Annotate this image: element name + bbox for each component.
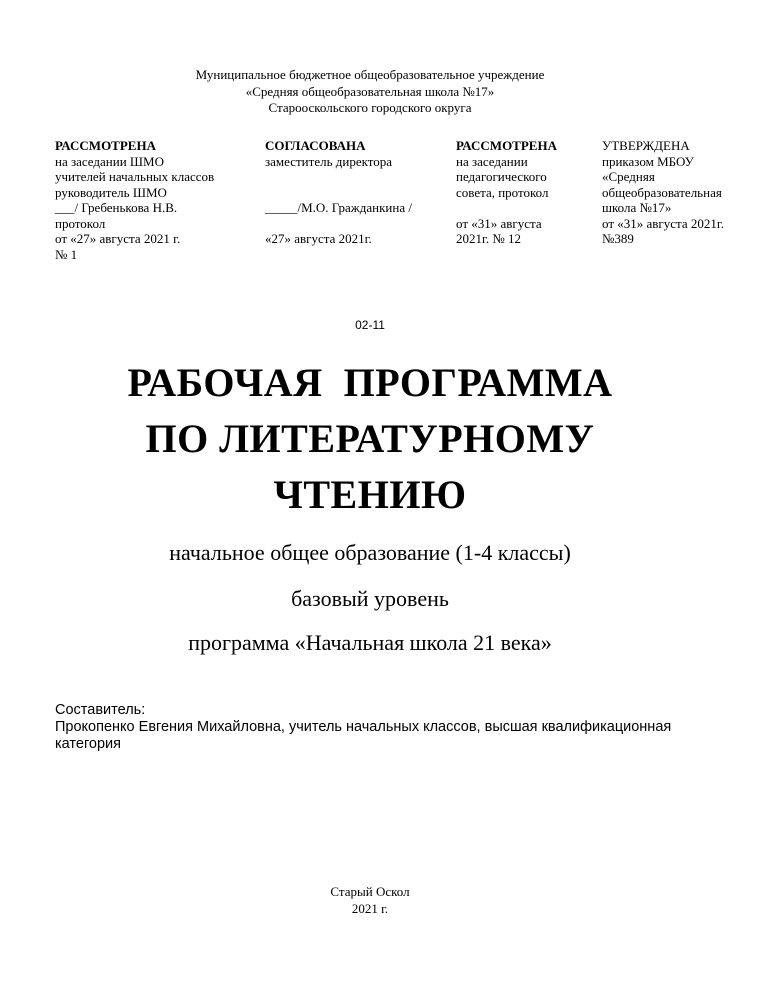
approval-line [265,185,445,201]
title-line-3: ЧТЕНИЮ [273,472,467,517]
approval-column-order [602,138,762,247]
approval-heading: СОГЛАСОВАНА [265,138,366,153]
education-level: начальное общее образование (1-4 классы) [169,540,571,565]
approval-line: № 1 [55,246,78,262]
approval-line: «27» августа 2021г. [265,231,372,246]
header-line-2: «Средняя общеобразовательная школа №17» [245,83,495,99]
document-title [0,355,740,523]
footer [0,883,740,917]
approval-line: общеобразовательная [602,184,722,200]
approval-line: ___/ Гребенькова Н.В. [55,200,178,215]
approval-line [265,169,445,185]
approval-heading: РАССМОТРЕНА [456,138,557,153]
approval-column-deputy [265,138,445,247]
approval-line: протокол [55,215,106,231]
approval-line [456,200,586,216]
approval-line: №389 [602,231,634,246]
document-code: 02-11 [355,318,385,332]
approval-line: «Средняя [602,169,655,184]
header-line-3: Старооскольского городского округа [268,100,472,115]
program-name: программа «Начальная школа 21 века» [188,630,552,655]
approval-line: совета, протокол [456,184,549,200]
approval-line: от «31» августа [456,215,542,231]
title-line-2: ПО ЛИТЕРАТУРНОМУ [145,416,595,461]
approval-line [265,216,445,232]
approval-line: педагогического [456,169,547,184]
school-header [0,67,740,117]
approval-line: школа №17» [602,200,672,215]
study-level: базовый уровень [291,586,449,611]
approval-column-shmo [55,138,250,262]
approval-line: 2021г. № 12 [456,231,522,246]
approval-line: на заседании [456,153,528,169]
author-label: Составитель: [55,702,146,718]
approval-column-council [456,138,586,247]
author-name: Прокопенко Евгения Михайловна, учитель начальных классов, высшая квалификационная категория [55,719,672,752]
approval-line: от «31» августа 2021г. [602,215,724,231]
approval-line: руководитель ШМО [55,184,167,200]
approval-line: на заседании ШМО [55,153,164,169]
footer-city: Старый Оскол [330,884,410,899]
approval-heading: УТВЕРЖДЕНА [602,138,690,153]
approval-line: заместитель директора [265,153,393,169]
approval-heading: РАССМОТРЕНА [55,138,156,153]
approval-line: от «27» августа 2021 г. [55,231,181,246]
header-line-1: Муниципальное бюджетное общеобразовательное учреждение [195,67,545,82]
approval-line: приказом МБОУ [602,153,694,169]
approval-line: учителей начальных классов [55,169,215,184]
footer-year: 2021 г. [351,901,389,916]
author-block [55,702,675,753]
approval-line: _____/М.О. Гражданкина / [265,200,412,215]
title-line-1: РАБОЧАЯ ПРОГРАММА [127,360,613,405]
